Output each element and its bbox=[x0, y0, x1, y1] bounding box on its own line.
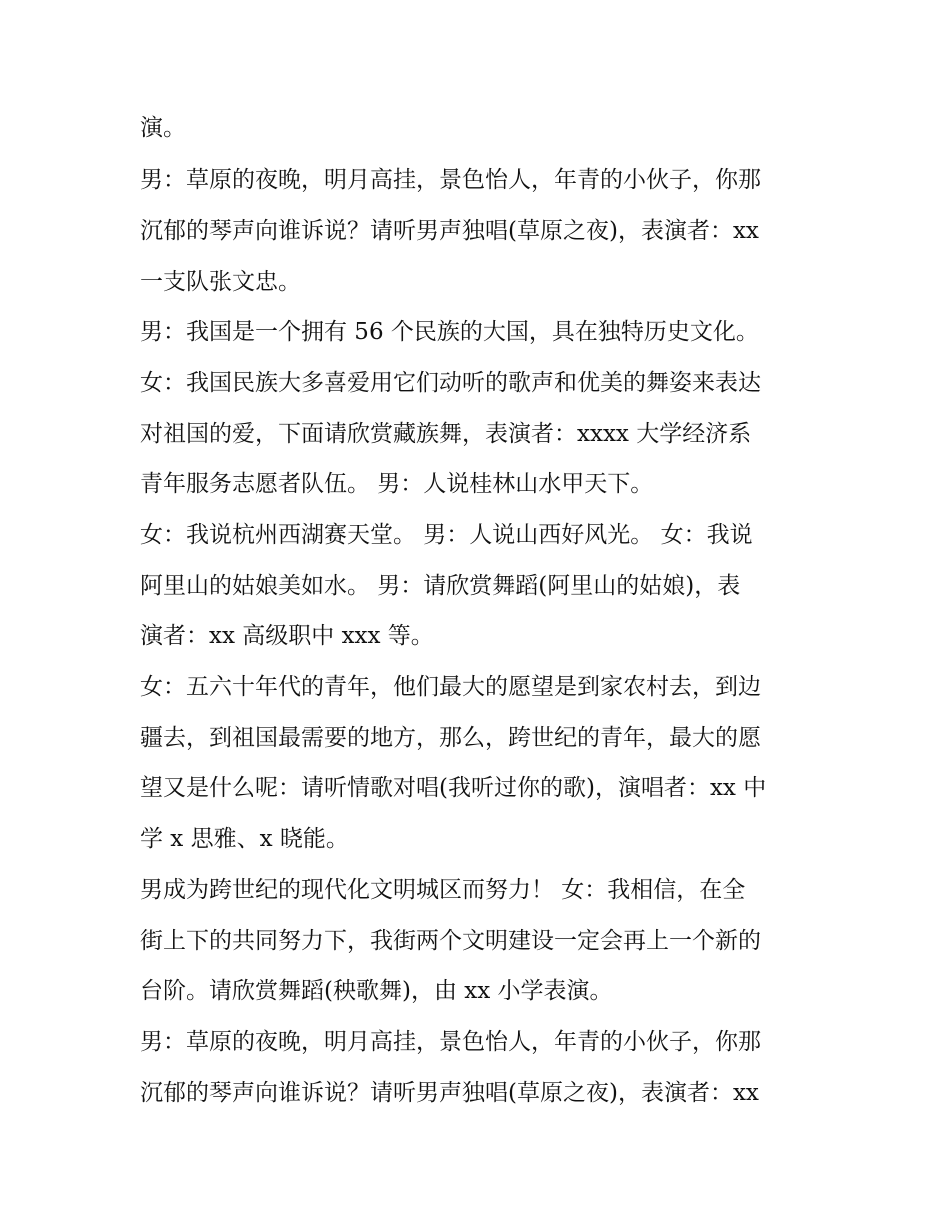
text-line: 对祖国的爱，下面请欣赏藏族舞，表演者：xxxx 大学经济系 bbox=[140, 421, 752, 447]
text-line: 女：五六十年代的青年，他们最大的愿望是到家农村去，到边 bbox=[140, 674, 761, 700]
text-line: 演。 bbox=[140, 115, 186, 141]
text-line: 女：我说杭州西湖赛天堂。 男：人说山西好风光。 女：我说 bbox=[140, 522, 753, 548]
text-line: 青年服务志愿者队伍。 男：人说桂林山水甲天下。 bbox=[140, 471, 654, 497]
text-line: 台阶。请欣赏舞蹈(秧歌舞)，由 xx 小学表演。 bbox=[140, 978, 613, 1004]
text-line: 学 x 思雅、x 晓能。 bbox=[140, 826, 349, 852]
text-line: 一支队张文忠。 bbox=[140, 269, 301, 295]
text-line: 男：我国是一个拥有 56 个民族的大国，具在独特历史文化。 bbox=[140, 319, 759, 345]
text-line: 男成为跨世纪的现代化文明城区而努力！ 女：我相信，在全 bbox=[140, 877, 746, 903]
text-line: 街上下的共同努力下，我街两个文明建设一定会再上一个新的 bbox=[140, 928, 761, 954]
text-line: 疆去，到祖国最需要的地方，那么，跨世纪的青年，最大的愿 bbox=[140, 725, 761, 751]
text-line: 沉郁的琴声向谁诉说？请听男声独唱(草原之夜)，表演者：xx bbox=[140, 1080, 759, 1106]
text-line: 阿里山的姑娘美如水。 男：请欣赏舞蹈(阿里山的姑娘)，表 bbox=[140, 573, 741, 599]
text-line: 沉郁的琴声向谁诉说？请听男声独唱(草原之夜)，表演者：xx bbox=[140, 218, 759, 244]
text-line: 演者：xx 高级职中 xxx 等。 bbox=[140, 623, 434, 649]
text-line: 女：我国民族大多喜爱用它们动听的歌声和优美的舞姿来表达 bbox=[140, 370, 761, 396]
text-line: 望又是什么呢：请听情歌对唱(我听过你的歌)，演唱者：xx 中 bbox=[140, 775, 767, 801]
text-line: 男：草原的夜晚，明月高挂，景色怡人，年青的小伙子，你那 bbox=[140, 167, 761, 193]
text-line: 男：草原的夜晚，明月高挂，景色怡人，年青的小伙子，你那 bbox=[140, 1029, 761, 1055]
